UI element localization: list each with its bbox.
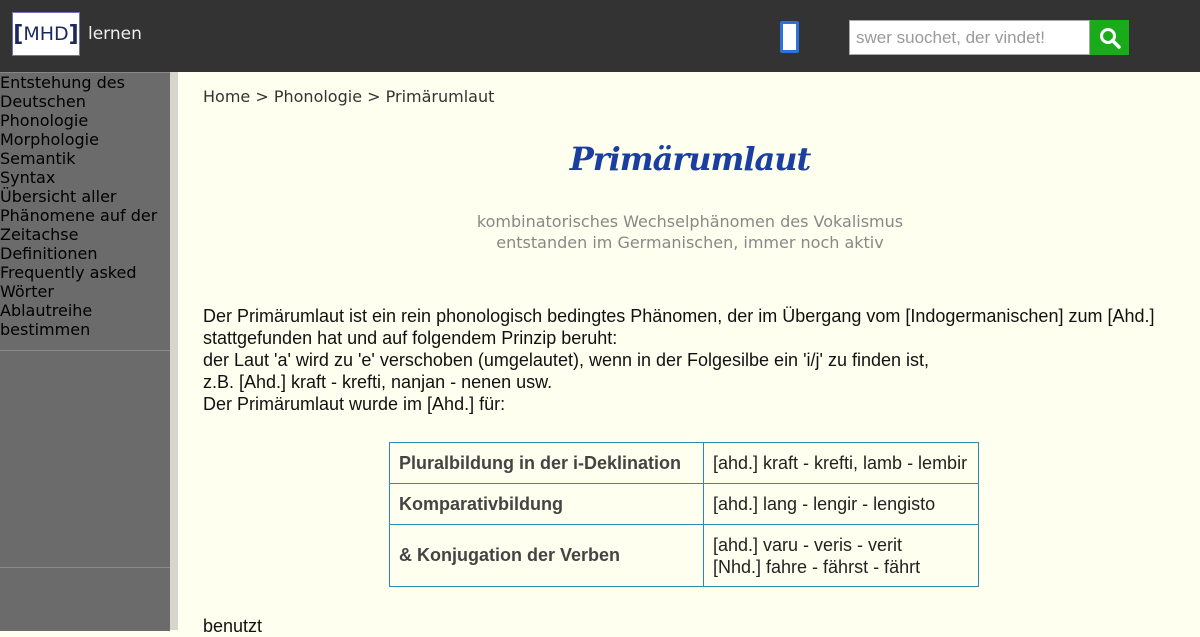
table-key: Komparativbildung <box>390 484 704 525</box>
site-logo[interactable] <box>12 12 80 56</box>
sidebar-item-definitionen[interactable]: Definitionen <box>0 244 98 263</box>
table-value-line: [ahd.] varu - veris - verit <box>713 534 903 555</box>
intro-paragraph: z.B. [Ahd.] kraft - krefti, nanjan - nenen usw. <box>203 372 553 392</box>
table-row <box>390 484 979 525</box>
table-value-line: [ahd.] kraft - krefti, lamb - lembir <box>713 453 968 473</box>
logo-bracket-left: [ <box>13 21 24 47</box>
brand-name[interactable]: lernen <box>88 24 142 44</box>
trailing-text: benutzt <box>203 616 263 636</box>
sidebar-item-semantik[interactable]: Semantik <box>0 149 76 168</box>
top-header <box>0 0 1200 72</box>
table-value-line: [Nhd.] fahre - fährst - fährt <box>713 556 921 577</box>
breadcrumb-separator: > <box>255 87 269 106</box>
table-key: & Konjugation der Verben <box>390 525 704 587</box>
table-value <box>704 484 979 525</box>
sidebar <box>0 72 170 631</box>
breadcrumb <box>203 87 494 106</box>
sidebar-divider <box>0 567 170 568</box>
sidebar-item-ablautreihe[interactable]: Ablautreihe bestimmen <box>0 301 93 339</box>
sidebar-item-syntax[interactable]: Syntax <box>0 168 56 187</box>
breadcrumb-home[interactable]: Home <box>203 87 251 106</box>
intro-paragraph: der Laut 'a' wird zu 'e' verschoben (umgelautet), wenn in der Folgesilbe ein 'i/j' zu finden ist, <box>203 350 930 370</box>
page-subtitle: entstanden im Germanischen, immer noch aktiv <box>496 233 884 252</box>
breadcrumb-phonologie[interactable]: Phonologie <box>273 87 363 106</box>
table-value <box>704 525 979 587</box>
sidebar-item-faq-woerter[interactable]: Frequently asked Wörter <box>0 263 137 301</box>
search-input[interactable] <box>849 20 1090 55</box>
table-row <box>390 525 979 587</box>
sidebar-divider <box>0 350 170 351</box>
search-button[interactable] <box>1090 20 1129 55</box>
table-value <box>704 443 979 484</box>
table-key: Pluralbildung in der i-Deklination <box>390 443 704 484</box>
sidebar-item-morphologie[interactable]: Morphologie <box>0 130 99 149</box>
logo-text: MHD <box>23 23 69 45</box>
intro-text <box>203 305 1163 415</box>
page-subtitle: kombinatorisches Wechselphänomen des Vokalismus <box>476 212 904 231</box>
page-title: Primärumlaut <box>569 140 811 178</box>
sidebar-scrollbar[interactable] <box>170 72 178 630</box>
intro-paragraph: Der Primärumlaut ist ein rein phonologisch bedingtes Phänomen, der im Übergang vom [Indogermanischen] zum [Ahd.] stattgefunden hat und auf folgendem Prinzip beruht: <box>203 306 1155 348</box>
magnifier-icon <box>1099 27 1121 49</box>
sidebar-item-entstehung[interactable]: Entstehung des Deutschen <box>0 73 125 111</box>
intro-paragraph: Der Primärumlaut wurde im [Ahd.] für: <box>203 394 506 414</box>
table-value-line: [ahd.] lang - lengir - lengisto <box>713 494 936 514</box>
sidebar-item-phonologie[interactable]: Phonologie <box>0 111 89 130</box>
breadcrumb-current: Primärumlaut <box>385 87 495 106</box>
usage-table <box>389 442 979 587</box>
sidebar-item-zeitachse[interactable]: Übersicht aller Phänomene auf der Zeitachse <box>0 187 158 244</box>
mini-input[interactable] <box>780 21 799 53</box>
breadcrumb-separator: > <box>367 87 381 106</box>
logo-bracket-right: ] <box>68 21 79 47</box>
table-row <box>390 443 979 484</box>
